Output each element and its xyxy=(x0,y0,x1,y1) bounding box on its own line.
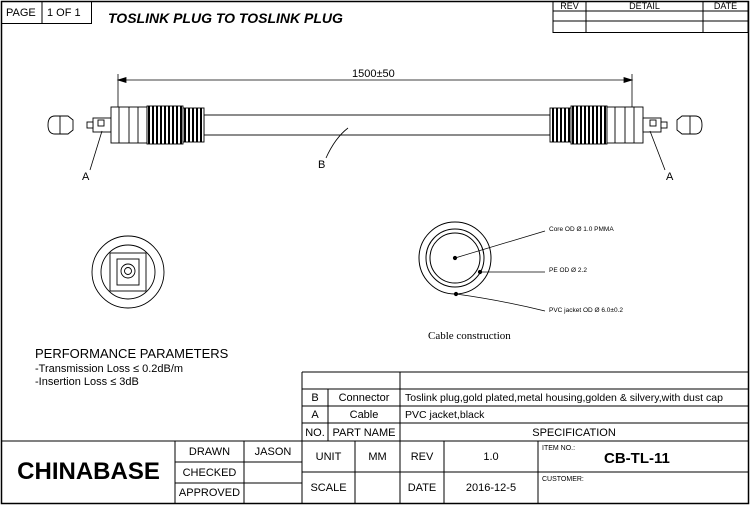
date-label: DATE xyxy=(407,481,437,494)
date-value: 2016-12-5 xyxy=(465,481,517,494)
performance-item: -Transmission Loss ≤ 0.2dB/m xyxy=(35,363,184,375)
approved-label: APPROVED xyxy=(178,487,241,499)
drawn-label: DRAWN xyxy=(188,445,231,458)
part-row-b-name: Connector xyxy=(338,391,390,404)
unit-label: UNIT xyxy=(315,450,342,463)
rev-value: 1.0 xyxy=(483,450,499,463)
customer-label: CUSTOMER: xyxy=(542,476,584,483)
cross-section-caption: Cable construction xyxy=(428,330,511,342)
cable-cross-section xyxy=(419,222,545,311)
parts-header-no: NO. xyxy=(305,426,325,439)
cable-body xyxy=(204,115,550,135)
part-row-b-no: B xyxy=(311,391,319,404)
drawn-value: JASON xyxy=(254,445,292,458)
drawing-title: TOSLINK PLUG TO TOSLINK PLUG xyxy=(108,10,343,26)
core-label: Core OD Ø 1.0 PMMA xyxy=(549,226,614,233)
page-value: 1 OF 1 xyxy=(47,7,81,19)
detail-column-header: DETAIL xyxy=(629,1,660,11)
left-connector xyxy=(87,106,204,144)
scale-label: SCALE xyxy=(310,481,347,494)
length-dimension: 1500±50 xyxy=(352,68,395,80)
callout-a-left: A xyxy=(82,171,90,183)
item-no-value: CB-TL-11 xyxy=(604,450,670,467)
company-name: CHINABASE xyxy=(17,458,160,485)
callout-a-right: A xyxy=(666,171,674,183)
part-row-a-no: A xyxy=(311,408,319,421)
date-column-header: DATE xyxy=(713,1,738,11)
page-label: PAGE xyxy=(6,7,36,19)
parts-header-spec: SPECIFICATION xyxy=(532,426,616,439)
item-no-label: ITEM NO.: xyxy=(542,445,576,452)
checked-label: CHECKED xyxy=(182,466,237,479)
pvc-label: PVC jacket OD Ø 6.0±0.2 xyxy=(549,307,624,314)
parts-header-part: PART NAME xyxy=(332,426,396,439)
unit-value: MM xyxy=(368,450,387,463)
part-row-b-spec: Toslink plug,gold plated,metal housing,golden & silvery,with dust cap xyxy=(405,391,723,404)
callout-b: B xyxy=(318,159,326,171)
pe-label: PE OD Ø 2.2 xyxy=(549,267,587,274)
rev-label: REV xyxy=(410,450,434,463)
performance-item: -Insertion Loss ≤ 3dB xyxy=(35,376,139,388)
part-row-a-spec: PVC jacket,black xyxy=(405,408,485,421)
rev-column-header: REV xyxy=(560,1,579,11)
right-dust-cap xyxy=(677,116,702,134)
performance-heading: PERFORMANCE PARAMETERS xyxy=(35,346,229,361)
part-row-a-name: Cable xyxy=(349,408,379,421)
right-connector xyxy=(550,106,667,144)
connector-end-view xyxy=(92,236,164,308)
left-dust-cap xyxy=(48,116,73,134)
